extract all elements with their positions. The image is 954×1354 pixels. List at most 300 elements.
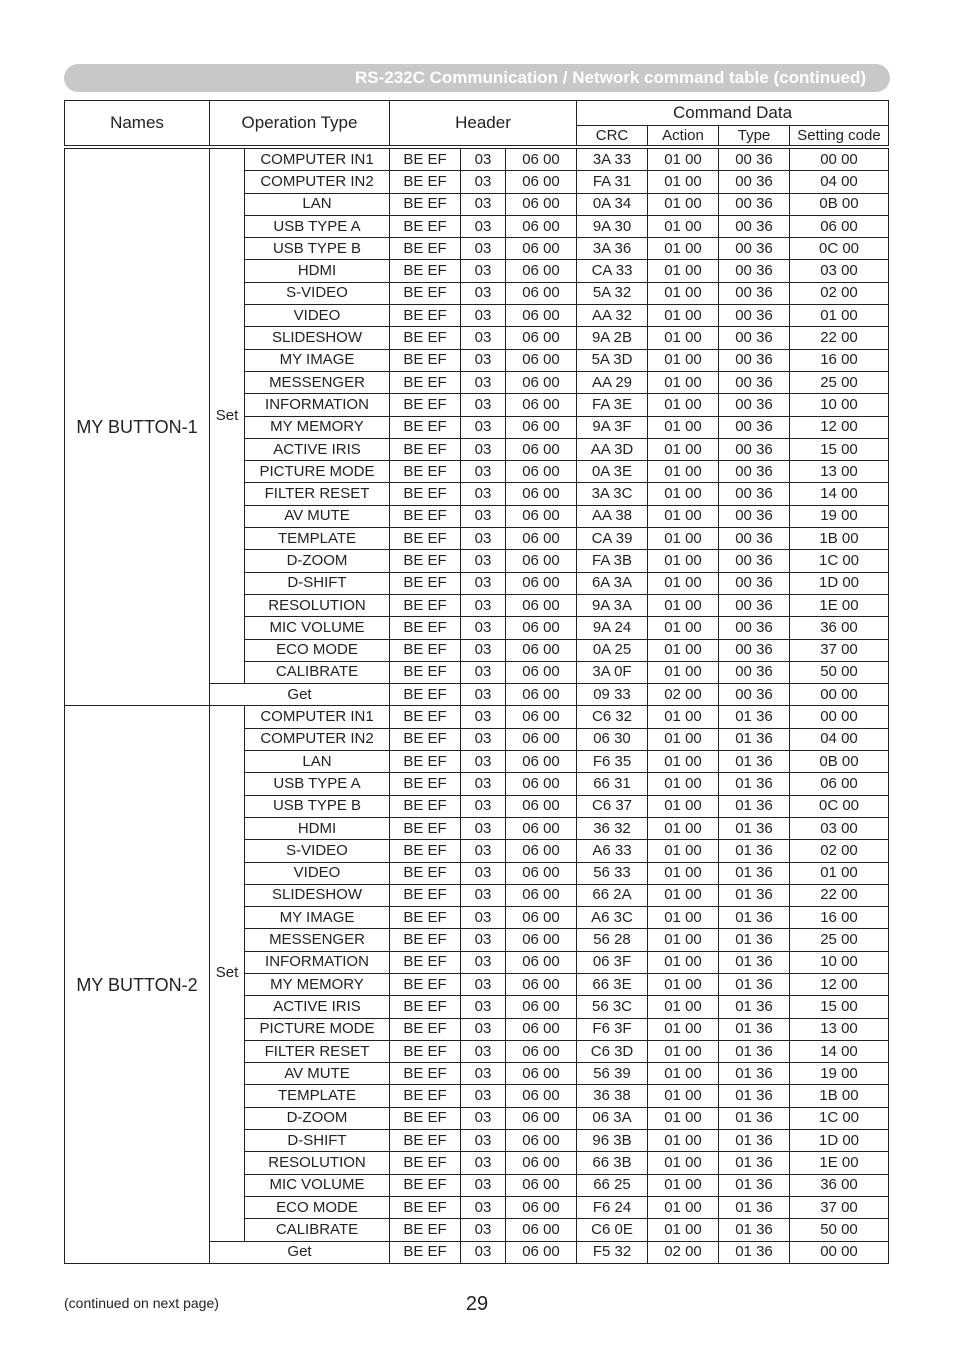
type-cell: 00 36: [719, 305, 790, 327]
action-cell: 01 00: [648, 639, 719, 661]
action-cell: 02 00: [648, 1241, 719, 1263]
header-id: 06 00: [506, 1107, 577, 1129]
header-size: 03: [461, 1152, 506, 1174]
type-cell: 00 36: [719, 617, 790, 639]
type-cell: 00 36: [719, 260, 790, 282]
crc-cell: A6 3C: [577, 907, 648, 929]
header-byte: BE EF: [390, 684, 461, 706]
header-size: 03: [461, 193, 506, 215]
command-name: VIDEO: [245, 305, 390, 327]
header-id: 06 00: [506, 973, 577, 995]
header-size: 03: [461, 1085, 506, 1107]
action-cell: 02 00: [648, 684, 719, 706]
command-name: ECO MODE: [245, 1196, 390, 1218]
header-size: 03: [461, 751, 506, 773]
header-byte: BE EF: [390, 1018, 461, 1040]
header-byte: BE EF: [390, 505, 461, 527]
header-size: 03: [461, 795, 506, 817]
setting-code-cell: 37 00: [790, 639, 889, 661]
type-cell: 00 36: [719, 461, 790, 483]
action-cell: 01 00: [648, 594, 719, 616]
type-cell: 00 36: [719, 684, 790, 706]
action-cell: 01 00: [648, 795, 719, 817]
type-cell: 00 36: [719, 349, 790, 371]
type-cell: 01 36: [719, 817, 790, 839]
type-cell: 01 36: [719, 840, 790, 862]
footer-note: (continued on next page): [64, 1295, 219, 1311]
setting-code-cell: 10 00: [790, 394, 889, 416]
type-cell: 00 36: [719, 171, 790, 193]
header-byte: BE EF: [390, 305, 461, 327]
header-size: 03: [461, 371, 506, 393]
setting-code-cell: 13 00: [790, 461, 889, 483]
header-id: 06 00: [506, 639, 577, 661]
type-cell: 01 36: [719, 1219, 790, 1241]
action-cell: 01 00: [648, 973, 719, 995]
type-cell: 00 36: [719, 394, 790, 416]
crc-cell: 9A 30: [577, 215, 648, 237]
action-cell: 01 00: [648, 1196, 719, 1218]
crc-cell: 09 33: [577, 684, 648, 706]
crc-cell: 5A 3D: [577, 349, 648, 371]
action-cell: 01 00: [648, 1063, 719, 1085]
header-byte: BE EF: [390, 260, 461, 282]
header-byte: BE EF: [390, 349, 461, 371]
command-name: RESOLUTION: [245, 1152, 390, 1174]
header-size: 03: [461, 996, 506, 1018]
crc-cell: C6 37: [577, 795, 648, 817]
header-id: 06 00: [506, 149, 577, 171]
header-byte: BE EF: [390, 1063, 461, 1085]
header-header: Header: [390, 101, 577, 146]
header-size: 03: [461, 171, 506, 193]
action-cell: 01 00: [648, 728, 719, 750]
action-cell: 01 00: [648, 461, 719, 483]
command-name: COMPUTER IN2: [245, 728, 390, 750]
crc-cell: 06 30: [577, 728, 648, 750]
type-cell: 00 36: [719, 438, 790, 460]
command-name: TEMPLATE: [245, 1085, 390, 1107]
action-cell: 01 00: [648, 951, 719, 973]
table-body: [65, 149, 889, 1264]
crc-cell: FA 3E: [577, 394, 648, 416]
header-id: 06 00: [506, 1040, 577, 1062]
header-size: 03: [461, 260, 506, 282]
action-cell: 01 00: [648, 1174, 719, 1196]
crc-cell: 0A 34: [577, 193, 648, 215]
action-cell: 01 00: [648, 171, 719, 193]
group-name: MY BUTTON-1: [65, 149, 210, 706]
header-id: 06 00: [506, 773, 577, 795]
header-size: 03: [461, 1018, 506, 1040]
action-cell: 01 00: [648, 572, 719, 594]
crc-cell: F6 24: [577, 1196, 648, 1218]
type-cell: 00 36: [719, 661, 790, 683]
command-name: TEMPLATE: [245, 528, 390, 550]
setting-code-cell: 1D 00: [790, 572, 889, 594]
action-cell: 01 00: [648, 394, 719, 416]
header-byte: BE EF: [390, 929, 461, 951]
setting-code-cell: 22 00: [790, 327, 889, 349]
header-byte: BE EF: [390, 438, 461, 460]
command-name: USB TYPE A: [245, 215, 390, 237]
type-cell: 01 36: [719, 1130, 790, 1152]
setting-code-cell: 15 00: [790, 996, 889, 1018]
command-name: MY IMAGE: [245, 349, 390, 371]
action-cell: 01 00: [648, 349, 719, 371]
setting-code-cell: 50 00: [790, 1219, 889, 1241]
page-number: 29: [465, 1293, 489, 1315]
header-byte: BE EF: [390, 550, 461, 572]
command-name: AV MUTE: [245, 1063, 390, 1085]
action-cell: 01 00: [648, 238, 719, 260]
header-id: 06 00: [506, 996, 577, 1018]
header-byte: BE EF: [390, 1040, 461, 1062]
type-cell: 01 36: [719, 751, 790, 773]
command-name: MY MEMORY: [245, 973, 390, 995]
header-byte: BE EF: [390, 171, 461, 193]
action-cell: 01 00: [648, 416, 719, 438]
setting-code-cell: 03 00: [790, 817, 889, 839]
header-size: 03: [461, 1130, 506, 1152]
header-id: 06 00: [506, 1018, 577, 1040]
crc-cell: C6 32: [577, 706, 648, 728]
header-size: 03: [461, 305, 506, 327]
crc-cell: 56 39: [577, 1063, 648, 1085]
header-size: 03: [461, 149, 506, 171]
setting-code-cell: 02 00: [790, 840, 889, 862]
header-id: 06 00: [506, 305, 577, 327]
header-byte: BE EF: [390, 1107, 461, 1129]
command-name: INFORMATION: [245, 394, 390, 416]
action-cell: 01 00: [648, 1018, 719, 1040]
header-names: Names: [65, 101, 210, 146]
crc-cell: 06 3A: [577, 1107, 648, 1129]
command-name: D-SHIFT: [245, 572, 390, 594]
header-id: 06 00: [506, 1196, 577, 1218]
header-size: 03: [461, 282, 506, 304]
crc-cell: AA 3D: [577, 438, 648, 460]
crc-cell: 66 3B: [577, 1152, 648, 1174]
crc-cell: C6 3D: [577, 1040, 648, 1062]
crc-cell: AA 38: [577, 505, 648, 527]
action-cell: 01 00: [648, 1085, 719, 1107]
setting-code-cell: 00 00: [790, 1241, 889, 1263]
command-name: D-SHIFT: [245, 1130, 390, 1152]
crc-cell: 56 3C: [577, 996, 648, 1018]
action-cell: 01 00: [648, 215, 719, 237]
header-byte: BE EF: [390, 795, 461, 817]
crc-cell: F6 35: [577, 751, 648, 773]
header-id: 06 00: [506, 706, 577, 728]
action-cell: 01 00: [648, 505, 719, 527]
header-size: 03: [461, 572, 506, 594]
setting-code-cell: 16 00: [790, 349, 889, 371]
command-name: CALIBRATE: [245, 661, 390, 683]
setting-code-cell: 0B 00: [790, 193, 889, 215]
header-byte: BE EF: [390, 1196, 461, 1218]
crc-cell: 66 25: [577, 1174, 648, 1196]
type-cell: 00 36: [719, 416, 790, 438]
setting-code-cell: 00 00: [790, 684, 889, 706]
type-cell: 01 36: [719, 884, 790, 906]
header-size: 03: [461, 617, 506, 639]
header-id: 06 00: [506, 929, 577, 951]
crc-cell: 66 31: [577, 773, 648, 795]
setting-code-cell: 06 00: [790, 215, 889, 237]
header-byte: BE EF: [390, 884, 461, 906]
type-cell: 01 36: [719, 706, 790, 728]
setting-code-cell: 04 00: [790, 728, 889, 750]
action-cell: 01 00: [648, 1107, 719, 1129]
header-id: 06 00: [506, 438, 577, 460]
action-cell: 01 00: [648, 193, 719, 215]
header-id: 06 00: [506, 327, 577, 349]
header-byte: BE EF: [390, 594, 461, 616]
setting-code-cell: 36 00: [790, 617, 889, 639]
section-title: RS-232C Communication / Network command table (continued): [354, 68, 866, 87]
header-id: 06 00: [506, 1063, 577, 1085]
crc-cell: 9A 24: [577, 617, 648, 639]
command-name: MESSENGER: [245, 929, 390, 951]
header-size: 03: [461, 951, 506, 973]
type-cell: 01 36: [719, 1174, 790, 1196]
header-byte: BE EF: [390, 862, 461, 884]
operation-get: Get: [210, 1241, 390, 1263]
type-cell: 01 36: [719, 1196, 790, 1218]
type-cell: 00 36: [719, 483, 790, 505]
setting-code-cell: 1C 00: [790, 1107, 889, 1129]
command-name: MY MEMORY: [245, 416, 390, 438]
header-size: 03: [461, 215, 506, 237]
setting-code-cell: 1B 00: [790, 1085, 889, 1107]
setting-code-cell: 03 00: [790, 260, 889, 282]
action-cell: 01 00: [648, 438, 719, 460]
crc-cell: 0A 25: [577, 639, 648, 661]
header-byte: BE EF: [390, 728, 461, 750]
setting-code-cell: 0C 00: [790, 795, 889, 817]
crc-cell: 3A 3C: [577, 483, 648, 505]
action-cell: 01 00: [648, 305, 719, 327]
type-cell: 01 36: [719, 973, 790, 995]
type-cell: 01 36: [719, 1063, 790, 1085]
type-cell: 00 36: [719, 371, 790, 393]
header-command-data: Command Data: [577, 101, 889, 126]
header-size: 03: [461, 505, 506, 527]
command-name: MIC VOLUME: [245, 617, 390, 639]
setting-code-cell: 19 00: [790, 1063, 889, 1085]
header-id: 06 00: [506, 550, 577, 572]
header-operation-type: Operation Type: [210, 101, 390, 146]
crc-cell: AA 32: [577, 305, 648, 327]
setting-code-cell: 0B 00: [790, 751, 889, 773]
header-byte: BE EF: [390, 1241, 461, 1263]
header-size: 03: [461, 840, 506, 862]
header-byte: BE EF: [390, 1219, 461, 1241]
action-cell: 01 00: [648, 840, 719, 862]
crc-cell: A6 33: [577, 840, 648, 862]
crc-cell: 96 3B: [577, 1130, 648, 1152]
type-cell: 00 36: [719, 505, 790, 527]
header-id: 06 00: [506, 416, 577, 438]
command-name: PICTURE MODE: [245, 461, 390, 483]
crc-cell: CA 33: [577, 260, 648, 282]
setting-code-cell: 37 00: [790, 1196, 889, 1218]
command-name: HDMI: [245, 817, 390, 839]
action-cell: 01 00: [648, 371, 719, 393]
command-name: COMPUTER IN1: [245, 706, 390, 728]
action-cell: 01 00: [648, 1152, 719, 1174]
command-name: USB TYPE B: [245, 238, 390, 260]
header-byte: BE EF: [390, 327, 461, 349]
setting-code-cell: 16 00: [790, 907, 889, 929]
command-name: HDMI: [245, 260, 390, 282]
header-id: 06 00: [506, 1130, 577, 1152]
header-id: 06 00: [506, 461, 577, 483]
crc-cell: 9A 2B: [577, 327, 648, 349]
setting-code-cell: 12 00: [790, 973, 889, 995]
action-cell: 01 00: [648, 929, 719, 951]
header-id: 06 00: [506, 505, 577, 527]
type-cell: 01 36: [719, 728, 790, 750]
crc-cell: 56 33: [577, 862, 648, 884]
header-byte: BE EF: [390, 282, 461, 304]
header-setting-code: Setting code: [790, 126, 889, 146]
setting-code-cell: 1E 00: [790, 1152, 889, 1174]
command-name: MY IMAGE: [245, 907, 390, 929]
type-cell: 00 36: [719, 572, 790, 594]
header-crc: CRC: [577, 126, 648, 146]
header-size: 03: [461, 661, 506, 683]
action-cell: 01 00: [648, 149, 719, 171]
header-id: 06 00: [506, 260, 577, 282]
action-cell: 01 00: [648, 550, 719, 572]
header-id: 06 00: [506, 238, 577, 260]
setting-code-cell: 25 00: [790, 371, 889, 393]
action-cell: 01 00: [648, 1130, 719, 1152]
type-cell: 01 36: [719, 1040, 790, 1062]
type-cell: 01 36: [719, 1152, 790, 1174]
header-size: 03: [461, 973, 506, 995]
header-size: 03: [461, 884, 506, 906]
header-size: 03: [461, 817, 506, 839]
header-size: 03: [461, 550, 506, 572]
type-cell: 01 36: [719, 773, 790, 795]
header-id: 06 00: [506, 1085, 577, 1107]
setting-code-cell: 02 00: [790, 282, 889, 304]
command-name: SLIDESHOW: [245, 884, 390, 906]
type-cell: 00 36: [719, 193, 790, 215]
setting-code-cell: 1C 00: [790, 550, 889, 572]
type-cell: 01 36: [719, 996, 790, 1018]
header-byte: BE EF: [390, 394, 461, 416]
crc-cell: 56 28: [577, 929, 648, 951]
command-name: MIC VOLUME: [245, 1174, 390, 1196]
crc-cell: F6 3F: [577, 1018, 648, 1040]
header-byte: BE EF: [390, 215, 461, 237]
header-size: 03: [461, 394, 506, 416]
command-name: ACTIVE IRIS: [245, 996, 390, 1018]
crc-cell: FA 31: [577, 171, 648, 193]
header-size: 03: [461, 684, 506, 706]
type-cell: 01 36: [719, 1107, 790, 1129]
header-size: 03: [461, 483, 506, 505]
command-name: FILTER RESET: [245, 1040, 390, 1062]
crc-cell: C6 0E: [577, 1219, 648, 1241]
section-banner: [64, 64, 890, 92]
operation-set: Set: [210, 706, 245, 1241]
type-cell: 01 36: [719, 1018, 790, 1040]
operation-set: Set: [210, 149, 245, 684]
command-name: COMPUTER IN2: [245, 171, 390, 193]
header-id: 06 00: [506, 1174, 577, 1196]
action-cell: 01 00: [648, 1040, 719, 1062]
action-cell: 01 00: [648, 327, 719, 349]
command-name: MESSENGER: [245, 371, 390, 393]
header-byte: BE EF: [390, 461, 461, 483]
header-type: Type: [719, 126, 790, 146]
header-byte: BE EF: [390, 483, 461, 505]
command-name: S-VIDEO: [245, 282, 390, 304]
header-size: 03: [461, 1241, 506, 1263]
header-size: 03: [461, 773, 506, 795]
command-name: ACTIVE IRIS: [245, 438, 390, 460]
crc-cell: 9A 3F: [577, 416, 648, 438]
header-id: 06 00: [506, 862, 577, 884]
header-size: 03: [461, 1040, 506, 1062]
header-id: 06 00: [506, 349, 577, 371]
header-byte: BE EF: [390, 371, 461, 393]
header-byte: BE EF: [390, 528, 461, 550]
header-size: 03: [461, 1174, 506, 1196]
crc-cell: 3A 36: [577, 238, 648, 260]
type-cell: 00 36: [719, 215, 790, 237]
header-byte: BE EF: [390, 1130, 461, 1152]
header-size: 03: [461, 706, 506, 728]
header-id: 06 00: [506, 907, 577, 929]
type-cell: 01 36: [719, 951, 790, 973]
command-table: [64, 100, 889, 1264]
header-size: 03: [461, 238, 506, 260]
header-id: 06 00: [506, 193, 577, 215]
action-cell: 01 00: [648, 907, 719, 929]
command-name: SLIDESHOW: [245, 327, 390, 349]
command-name: PICTURE MODE: [245, 1018, 390, 1040]
setting-code-cell: 01 00: [790, 862, 889, 884]
setting-code-cell: 06 00: [790, 773, 889, 795]
setting-code-cell: 19 00: [790, 505, 889, 527]
crc-cell: 36 38: [577, 1085, 648, 1107]
header-id: 06 00: [506, 215, 577, 237]
header-byte: BE EF: [390, 996, 461, 1018]
header-id: 06 00: [506, 661, 577, 683]
setting-code-cell: 50 00: [790, 661, 889, 683]
crc-cell: 66 2A: [577, 884, 648, 906]
setting-code-cell: 13 00: [790, 1018, 889, 1040]
crc-cell: FA 3B: [577, 550, 648, 572]
header-size: 03: [461, 929, 506, 951]
type-cell: 00 36: [719, 550, 790, 572]
crc-cell: 6A 3A: [577, 572, 648, 594]
type-cell: 01 36: [719, 862, 790, 884]
table-row: [65, 149, 889, 171]
action-cell: 01 00: [648, 773, 719, 795]
type-cell: 01 36: [719, 795, 790, 817]
setting-code-cell: 00 00: [790, 706, 889, 728]
header-id: 06 00: [506, 840, 577, 862]
command-name: ECO MODE: [245, 639, 390, 661]
header-action: Action: [648, 126, 719, 146]
